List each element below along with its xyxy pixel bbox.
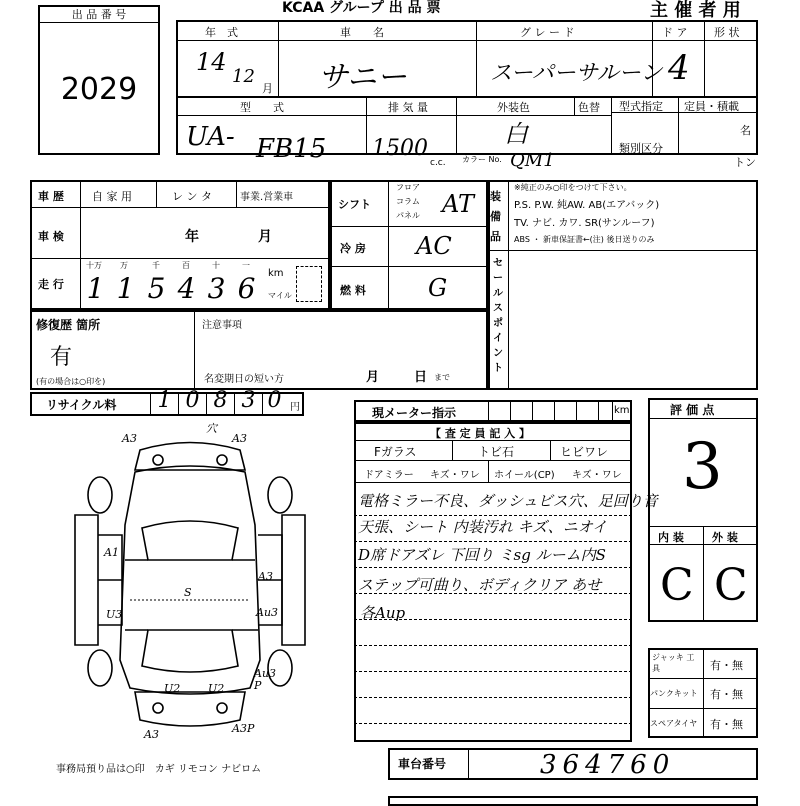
equipment-line-3: ABS ・ 新車保証書←(注) 後日送りのみ: [514, 235, 655, 244]
spare-tire-option: 有・無: [710, 718, 743, 731]
history-label: 車 歴: [38, 190, 64, 203]
equipment-label-3: 品: [490, 230, 501, 243]
shape-label: 形 状: [714, 26, 740, 39]
digit-unit-100k: 十万: [86, 261, 102, 270]
displacement-label: 排 気 量: [388, 101, 428, 114]
damage-mark-rear-right-u: U2: [208, 682, 225, 695]
meter-unit: km: [614, 405, 630, 416]
front-glass-label: Fガラス: [374, 445, 417, 459]
damage-mark-rear-corner-left: A3: [144, 728, 159, 741]
recycle-digit: 8: [213, 388, 228, 413]
damage-mark-rear-side: Au3 P: [254, 667, 277, 692]
jack-label: ジャッキ 工 具: [652, 653, 703, 673]
ac-value: AC: [416, 232, 452, 260]
digit-unit-10: 十: [212, 261, 220, 270]
type-label: 型 式: [240, 101, 284, 114]
mileage-label: 走 行: [38, 278, 64, 291]
mileage-digit: 5: [147, 272, 166, 305]
damage-mark-front-top: 穴: [206, 422, 217, 435]
cc-unit: c.c.: [430, 158, 446, 168]
month-unit: 月: [262, 82, 273, 95]
displacement-value: 1500: [372, 136, 428, 161]
name-change-day: 日: [414, 370, 428, 385]
recycle-digit: 1: [157, 388, 172, 413]
damage-mark-rear-left-u: U2: [164, 682, 181, 695]
recycle-digit: 3: [241, 388, 256, 413]
inspection-month-unit: 月: [258, 229, 272, 245]
inspector-note-3: D席ドアズレ 下回り ミsg ルーム内S: [358, 546, 606, 564]
persons-unit: 名: [740, 124, 751, 137]
inspector-note-2: 天張、シート 内装汚れ キズ、ニオイ: [358, 518, 607, 536]
model-year-value: 14: [196, 48, 227, 76]
tons-unit: トン: [734, 156, 756, 169]
evaluation-label: 評 価 点: [670, 403, 715, 417]
damage-mark-left-door-front: A1: [104, 546, 119, 559]
mileage-digit: 1: [86, 272, 105, 305]
recycle-digit: 0: [267, 388, 282, 413]
inspector-note-4: ステップ可曲り、ボディクリア あせ: [358, 576, 602, 594]
equipment-line-2: TV. ナビ. カワ. SR(サンルーフ): [514, 218, 655, 229]
model-month-value: 12: [232, 66, 255, 87]
equipment-label-2: 備: [490, 210, 501, 223]
door-label: ド ア: [662, 26, 688, 39]
mile-box: [296, 266, 322, 302]
ac-label: 冷 房: [340, 242, 366, 255]
inspection-label: 車 検: [38, 230, 64, 243]
interior-label: 内 装: [658, 531, 684, 544]
meter-label: 現メーター指示: [372, 406, 457, 420]
chassis-number-value: 364760: [540, 750, 676, 780]
interior-grade: C: [660, 560, 694, 611]
equipment-line-1: P.S. P.W. 純AW. AB(エアバック): [514, 200, 660, 211]
glass-crack-option: ヒビワレ: [560, 445, 609, 459]
history-business-option: 事業.営業車: [240, 192, 294, 203]
door-mirror-option: キズ・ワレ: [430, 470, 480, 481]
digit-unit-1k: 千: [152, 261, 160, 270]
digit-unit-100: 百: [182, 261, 190, 270]
door-count-value: 4: [668, 48, 690, 88]
color-change-label: 色替: [578, 101, 600, 114]
mileage-digit: 6: [237, 272, 256, 305]
color-no-value: QM1: [510, 150, 555, 171]
digit-unit-1: 一: [242, 261, 250, 270]
caution-label: 注意事項: [202, 320, 242, 331]
damage-mark-center: S: [184, 586, 192, 599]
damage-mark-front-right: A3: [232, 432, 247, 445]
repair-note: (有の場合は○印を): [36, 377, 106, 386]
sales-point-label: セ ー ル ス ポ イ ン ト: [493, 258, 503, 374]
mile-label: マイル: [268, 291, 292, 300]
evaluation-score: 3: [682, 430, 723, 504]
shift-label: シフト: [338, 198, 371, 211]
office-items-note: 事務局預り品は○印 カギ リモコン ナビロム: [56, 764, 262, 775]
wheel-option: キズ・ワレ: [572, 470, 622, 481]
repair-history-value: 有: [50, 345, 73, 370]
year-label: 年 式: [205, 26, 238, 39]
name-change-label: 名変期日の短い方: [204, 374, 284, 385]
door-mirror-label: ドアミラー: [364, 470, 414, 481]
inspector-note-1: 電格ミラー不良、ダッシュビス穴、足回り音: [358, 492, 658, 510]
car-name-label: 車 名: [340, 26, 384, 39]
damage-mark-right-door-rear: Au3: [256, 606, 279, 619]
repair-history-label: 修復歴 箇所: [36, 318, 101, 332]
inspector-title: 【 査 定 員 記 入 】: [430, 427, 530, 440]
equipment-block: [488, 180, 758, 390]
color-no-label: カラー No.: [462, 155, 502, 164]
shift-floor-option: フロア: [396, 183, 420, 192]
shift-panel-option: パネル: [396, 211, 420, 220]
exterior-label: 外 装: [712, 531, 738, 544]
name-change-month: 月: [366, 370, 380, 385]
damage-mark-right-door-front: A3: [258, 570, 273, 583]
equipment-label-1: 装: [490, 190, 501, 203]
digit-unit-10k: 万: [120, 261, 128, 270]
history-rental-option: レ ン タ: [172, 190, 212, 203]
type-designation-label: 型式指定: [619, 100, 663, 113]
exterior-grade: C: [714, 560, 748, 611]
damage-mark-left-door-rear: U3: [106, 608, 123, 621]
fuel-label: 燃 料: [340, 284, 366, 297]
inspection-year-unit: 年: [185, 229, 199, 245]
lot-number-box: [38, 5, 160, 155]
lot-number-value: 2029: [60, 72, 138, 107]
km-label: km: [268, 268, 284, 279]
exterior-color-label: 外装色: [497, 101, 530, 114]
type-value: FB15: [256, 134, 327, 164]
name-change-until: まで: [434, 373, 450, 382]
mileage-digit: 1: [116, 272, 135, 305]
fuel-value: G: [428, 274, 448, 302]
spare-tire-label: スペアタイヤ: [650, 719, 698, 728]
mileage-digit: 3: [207, 272, 226, 305]
grade-value: スーパーサルーン: [490, 61, 663, 86]
glass-chip-option: トビ石: [478, 445, 515, 459]
lot-number-label: 出 品 番 号: [40, 7, 158, 23]
shift-value: AT: [442, 190, 475, 218]
type-prefix-value: UA-: [186, 122, 235, 152]
grade-label: グ レ ー ド: [520, 26, 575, 39]
inspector-note-5: 各Aup: [360, 604, 406, 622]
color-value: 白: [504, 120, 528, 148]
bottom-edge-box: [388, 796, 758, 806]
equipment-note: ※純正のみ○印をつけて下さい。: [514, 183, 632, 192]
recycle-fee-label: リサイクル料: [46, 398, 117, 412]
damage-mark-rear-corner-right: A3P: [232, 722, 255, 735]
puncture-kit-label: パンクキット: [650, 689, 698, 698]
car-name-value: サニー: [318, 60, 407, 95]
mileage-digit: 4: [177, 272, 196, 305]
category-label: 類別区分: [619, 142, 663, 155]
shift-column-option: コラム: [396, 197, 420, 206]
recycle-digit: 0: [185, 388, 200, 413]
damage-mark-front-left: A3: [122, 432, 137, 445]
jack-option: 有・無: [710, 659, 743, 672]
history-private-option: 自 家 用: [92, 190, 132, 203]
puncture-kit-option: 有・無: [710, 688, 743, 701]
recycle-unit: 円: [290, 402, 300, 413]
wheel-label: ホイール(CP): [494, 470, 555, 481]
capacity-label: 定員・積載: [684, 100, 739, 113]
sheet-title: KCAA グループ 出 品 票: [282, 0, 441, 16]
chassis-number-label: 車台番号: [398, 757, 447, 771]
organizer-label: 主 催 者 用: [650, 0, 741, 21]
